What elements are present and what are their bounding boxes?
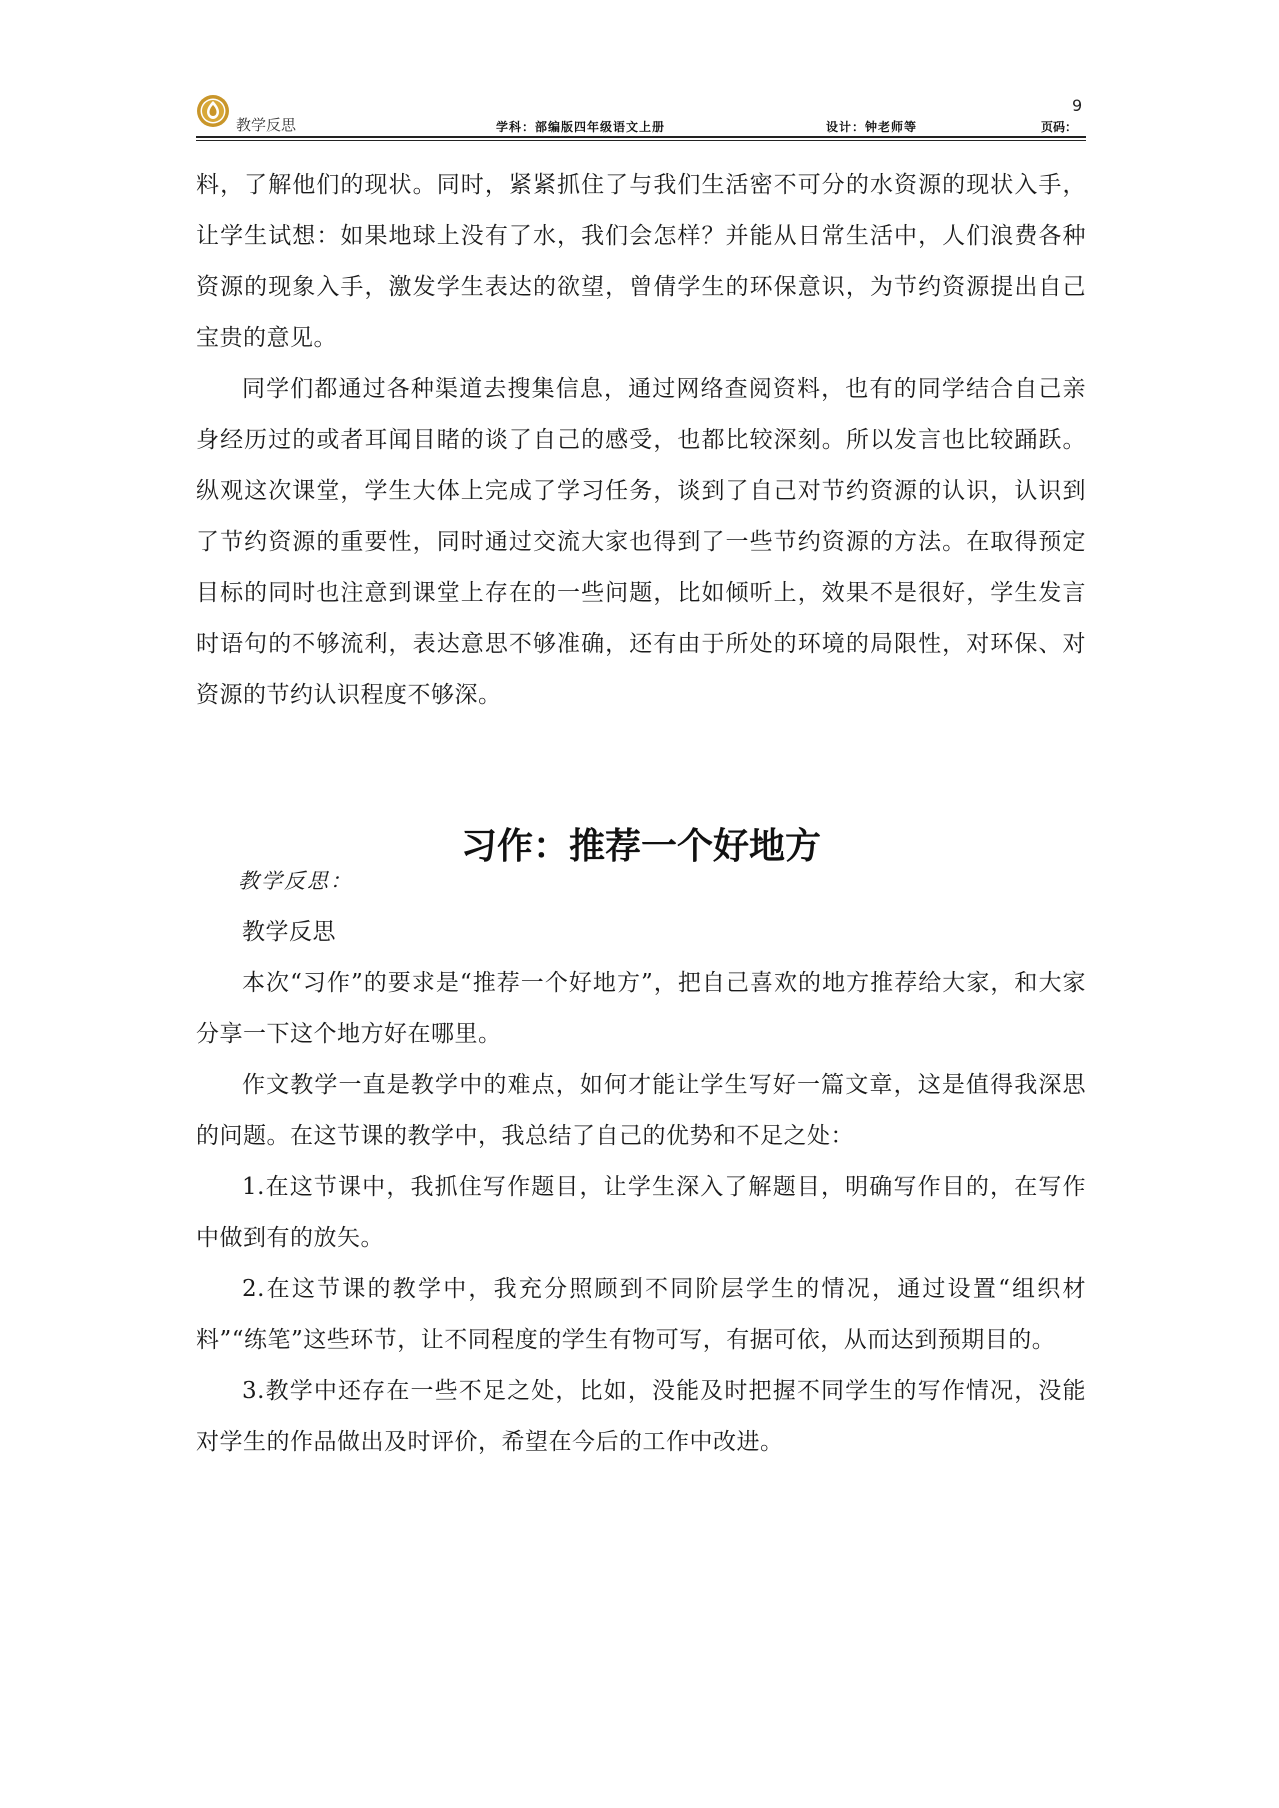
header-design: 设计：钟老师等 <box>826 120 918 134</box>
section1-paragraph-1: 料，了解他们的现状。同时，紧紧抓住了与我们生活密不可分的水资源的现状入手，让学生试想：如果地球上没有了水，我们会怎样？并能从日常生活中，人们浪费各种资源的现象入手，激发学生表达的欲望，曾倩学生的环保意识，为节约资源提出自己宝贵的意见。 <box>196 172 1086 351</box>
section2-paragraph-2: 作文教学一直是教学中的难点，如何才能让学生写好一篇文章，这是值得我深思的问题。在这节课的教学中，我总结了自己的优势和不足之处： <box>196 1072 1086 1149</box>
section2-paragraph-1: 本次“习作”的要求是“推荐一个好地方”，把自己喜欢的地方推荐给大家，和大家分享一下这个地方好在哪里。 <box>196 970 1086 1047</box>
section2-subhead: 教学反思： <box>238 869 353 893</box>
section1-paragraph-2: 同学们都通过各种渠道去搜集信息，通过网络查阅资料，也有的同学结合自己亲身经历过的或者耳闻目睹的谈了自己的感受，也都比较深刻。所以发言也比较踊跃。纵观这次课堂，学生大体上完成了学习任务，谈到了自己对节约资源的认识，认识到了节约资源的重要性，同时通过交流大家也得到了一些节约资源的方法。在取得预定目标的同时也注意到课堂上存在的一些问题，比如倾听上，效果不是很好，学生发言时语句的不够流利，表达意思不够准确，还有由于所处的环境的局限性，对环保、对资源的节约认识程度不够深。 <box>196 376 1086 708</box>
header-subject: 学科：部编版四年级语文上册 <box>496 120 666 134</box>
section2-paragraph-4: 2.在这节课的教学中，我充分照顾到不同阶层学生的情况，通过设置“组织材料”“练笔”这些环节，让不同程度的学生有物可写，有据可依，从而达到预期目的。 <box>196 1276 1086 1353</box>
header-page-label: 页码： <box>1041 120 1078 134</box>
page-number: 9 <box>1072 96 1083 115</box>
header-left-label: 教学反思 <box>236 116 297 134</box>
header-rule-thin <box>196 140 1086 141</box>
section2-paragraph-5: 3.教学中还存在一些不足之处，比如，没能及时把握不同学生的写作情况，没能对学生的作品做出及时评价，希望在今后的工作中改进。 <box>196 1378 1086 1455</box>
section-title: 习作：推荐一个好地方 <box>460 826 821 867</box>
section2-label: 教学反思 <box>242 919 336 945</box>
gourd-logo-icon <box>196 94 230 128</box>
section1-body <box>196 160 1086 721</box>
header-rule <box>196 136 1086 138</box>
section2-paragraph-3: 1.在这节课中，我抓住写作题目，让学生深入了解题目，明确写作目的，在写作中做到有的放矢。 <box>196 1174 1086 1251</box>
section2-body <box>196 856 1086 1468</box>
page-header <box>196 94 1086 144</box>
